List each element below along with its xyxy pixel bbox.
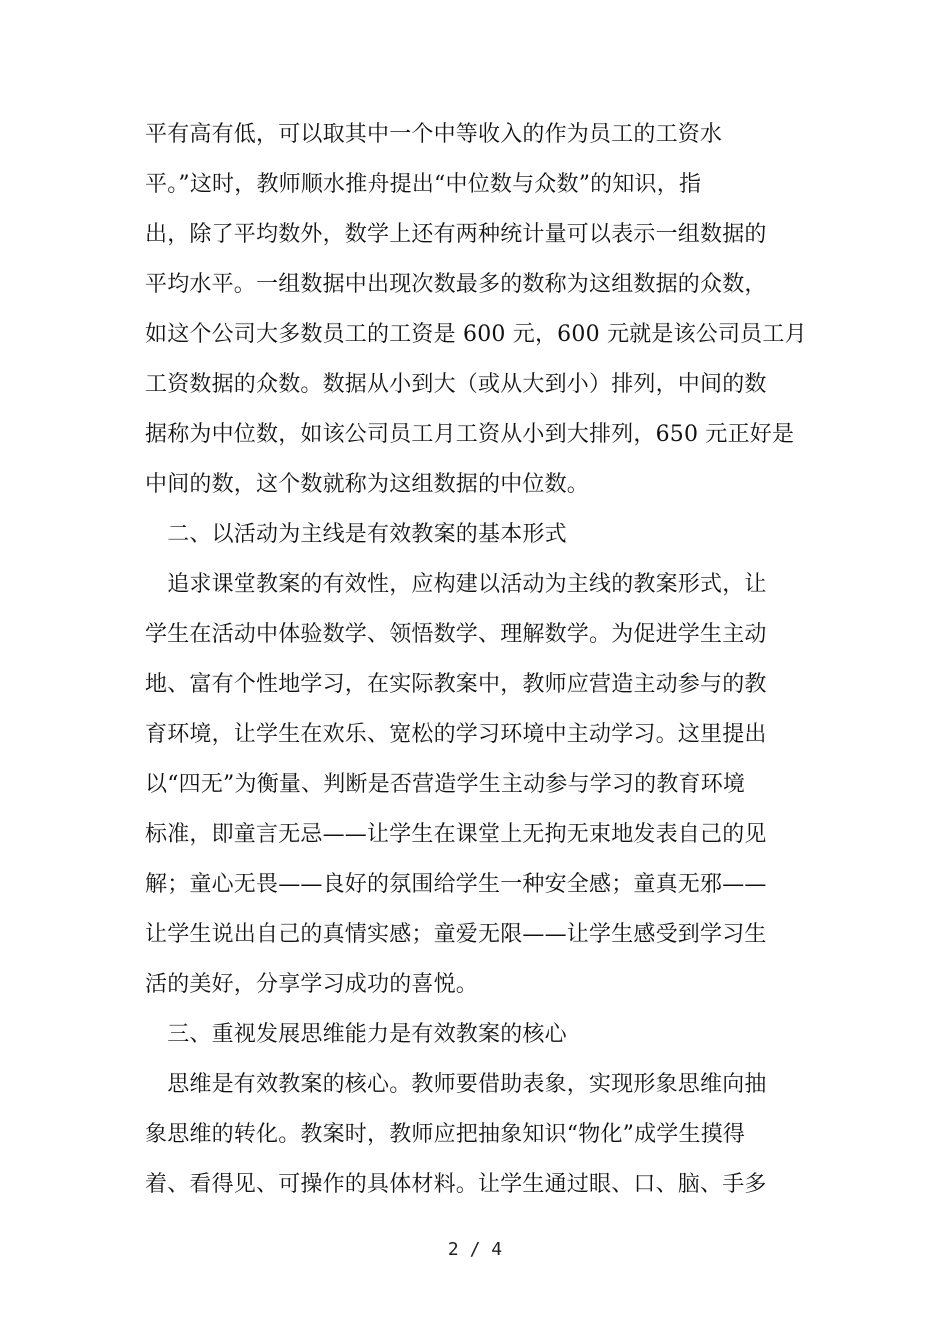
section-heading: 二、以活动为主线是有效教案的基本形式	[145, 522, 567, 547]
body-text-line: 象思维的转化。教案时，教师应把抽象知识“物化”成学生摸得	[145, 1122, 746, 1147]
body-text-line: 着、看得见、可操作的具体材料。让学生通过眼、口、脑、手多	[145, 1172, 767, 1197]
body-text-line: 追求课堂教案的有效性，应构建以活动为主线的教案形式，让	[145, 572, 767, 597]
body-text-line: 地、富有个性地学习，在实际教案中，教师应营造主动参与的教	[145, 672, 767, 697]
body-text-line: 平均水平。一组数据中出现次数最多的数称为这组数据的众数，	[145, 272, 767, 297]
body-text-line: 平。”这时，教师顺水推舟提出“中位数与众数”的知识，指	[145, 172, 702, 197]
body-text-line: 解；童心无畏——良好的氛围给学生一种安全感；童真无邪——	[145, 872, 767, 897]
body-text-line: 学生在活动中体验数学、领悟数学、理解数学。为促进学生主动	[145, 622, 767, 647]
body-text-line: 标准，即童言无忌——让学生在课堂上无拘无束地发表自己的见	[145, 822, 767, 847]
body-text-line: 以“四无”为衡量、判断是否营造学生主动参与学习的教育环境	[145, 772, 746, 797]
section-heading: 三、重视发展思维能力是有效教案的核心	[145, 1022, 567, 1047]
body-text-line: 让学生说出自己的真情实感；童爱无限——让学生感受到学习生	[145, 922, 767, 947]
body-text-line: 平有高有低，可以取其中一个中等收入的作为员工的工资水	[145, 122, 723, 147]
body-text-line: 思维是有效教案的核心。教师要借助表象，实现形象思维向抽	[145, 1072, 767, 1097]
page-number: 2 / 4	[447, 1239, 503, 1260]
body-text-line: 出，除了平均数外，数学上还有两种统计量可以表示一组数据的	[145, 222, 767, 247]
body-text-line: 工资数据的众数。数据从小到大（或从大到小）排列，中间的数	[145, 372, 767, 397]
body-text-line: 中间的数，这个数就称为这组数据的中位数。	[145, 472, 590, 497]
body-text-line: 活的美好，分享学习成功的喜悦。	[145, 972, 479, 997]
body-text-line: 如这个公司大多数员工的工资是 600 元，600 元就是该公司员工月	[145, 322, 807, 347]
body-text-line: 据称为中位数，如该公司员工月工资从小到大排列，650 元正好是	[145, 422, 795, 447]
body-text-line: 育环境，让学生在欢乐、宽松的学习环境中主动学习。这里提出	[145, 722, 767, 747]
